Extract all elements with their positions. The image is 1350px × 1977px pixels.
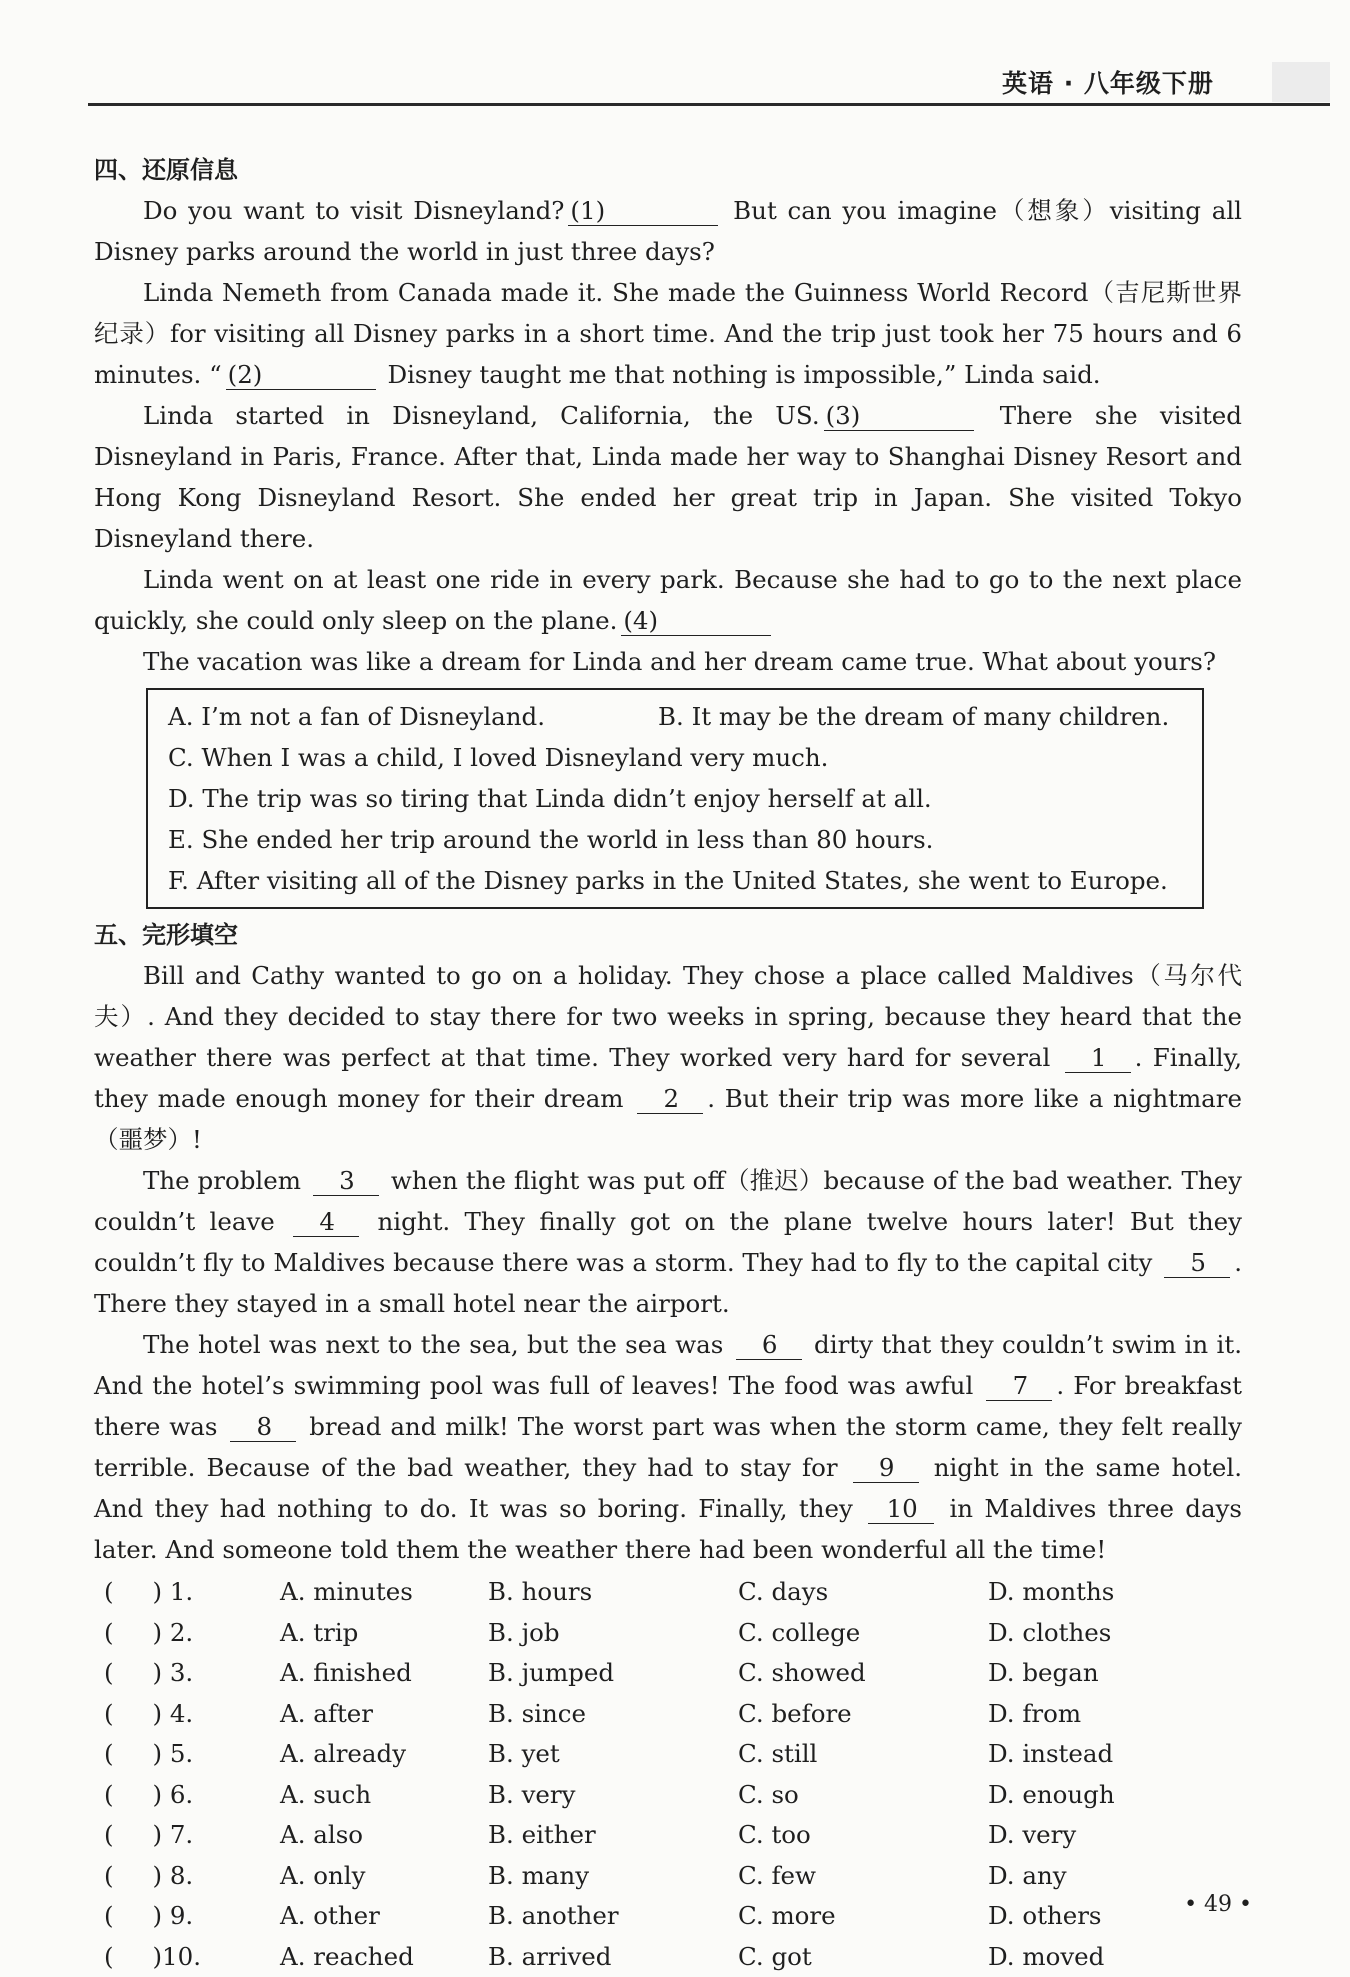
paragraph-text: . For breakfast there was <box>94 1371 1242 1441</box>
answer-blank[interactable]: (1) <box>568 197 718 226</box>
choice-b[interactable]: B. many <box>488 1856 738 1897</box>
cloze-blank[interactable]: 5 <box>1164 1249 1230 1278</box>
choice-b[interactable]: B. jumped <box>488 1653 738 1694</box>
cloze-blank[interactable]: 10 <box>868 1495 934 1524</box>
paragraph-text: But can you imagine（想象）visiting all Disney parks around the world in just three days? <box>94 196 1242 266</box>
choice-d[interactable]: D. instead <box>988 1734 1238 1775</box>
option-a: A. I’m not a fan of Disneyland. <box>168 696 658 737</box>
choice-b[interactable]: B. another <box>488 1896 738 1937</box>
page-number: • 49 • <box>1184 1892 1252 1917</box>
header-rule <box>88 103 1330 106</box>
option-f: F. After visiting all of the Disney parks in the United States, she went to Europe. <box>168 860 1184 901</box>
paragraph-text: bread and milk! The worst part was when the storm came, they felt really terrible. Because of the bad weather, they had to stay for <box>94 1412 1242 1482</box>
choice-b[interactable]: B. either <box>488 1815 738 1856</box>
question-list <box>94 1572 1242 1977</box>
paragraph-text: The problem <box>143 1166 309 1195</box>
choice-c[interactable]: C. more <box>738 1896 988 1937</box>
cloze-blank[interactable]: 4 <box>293 1208 359 1237</box>
choice-a[interactable]: A. only <box>280 1856 488 1897</box>
choice-d[interactable]: D. others <box>988 1896 1238 1937</box>
choice-a[interactable]: A. other <box>280 1896 488 1937</box>
paragraph-text: . But their trip was more like a nightmare（噩梦）! <box>94 1084 1242 1154</box>
question-row <box>94 1734 1242 1775</box>
question-row <box>94 1815 1242 1856</box>
question-number[interactable]: ( ) 5. <box>94 1734 280 1775</box>
choice-d[interactable]: D. any <box>988 1856 1238 1897</box>
section4-title: 四、还原信息 <box>94 150 1242 190</box>
choice-d[interactable]: D. moved <box>988 1937 1238 1977</box>
paragraph-text: Linda went on at least one ride in every park. Because she had to go to the next place quickly, she could only sleep on the plane. <box>94 565 1242 635</box>
question-number[interactable]: ( ) 3. <box>94 1653 280 1694</box>
passage-paragraph <box>94 559 1242 641</box>
choice-b[interactable]: B. yet <box>488 1734 738 1775</box>
choice-a[interactable]: A. reached <box>280 1937 488 1977</box>
answer-blank[interactable]: (2) <box>226 361 376 390</box>
question-number[interactable]: ( )10. <box>94 1937 280 1977</box>
question-number[interactable]: ( ) 4. <box>94 1694 280 1735</box>
answer-blank[interactable]: (4) <box>621 607 771 636</box>
option-row-ab <box>168 696 1184 737</box>
choice-c[interactable]: C. still <box>738 1734 988 1775</box>
option-c: C. When I was a child, I loved Disneyland very much. <box>168 737 1184 778</box>
choice-c[interactable]: C. too <box>738 1815 988 1856</box>
choice-c[interactable]: C. so <box>738 1775 988 1816</box>
cloze-blank[interactable]: 3 <box>313 1167 379 1196</box>
paragraph-text: night. They finally got on the plane twelve hours later! But they couldn’t fly to Maldives because there was a storm. They had to fly to the capital city <box>94 1207 1242 1277</box>
paragraph-text: Bill and Cathy wanted to go on a holiday. They chose a place called Maldives（马尔代夫）. And they decided to stay there for two weeks in spring, because they heard that the weather there was perfect at that time. They worked very hard for several <box>94 961 1242 1072</box>
section5-title: 五、完形填空 <box>94 915 1242 955</box>
cloze-blank[interactable]: 6 <box>736 1331 802 1360</box>
cloze-blank[interactable]: 8 <box>230 1413 296 1442</box>
passage-paragraph <box>94 395 1242 559</box>
cloze-blank[interactable]: 7 <box>986 1372 1052 1401</box>
paragraph-text: The vacation was like a dream for Linda and her dream came true. What about yours? <box>143 647 1216 676</box>
section4-passage <box>94 190 1242 682</box>
choice-c[interactable]: C. before <box>738 1694 988 1735</box>
paragraph-text: Do you want to visit Disneyland? <box>143 196 564 225</box>
passage-paragraph <box>94 955 1242 1160</box>
answer-blank[interactable]: (3) <box>824 402 974 431</box>
option-e: E. She ended her trip around the world in less than 80 hours. <box>168 819 1184 860</box>
question-row <box>94 1856 1242 1897</box>
choice-d[interactable]: D. began <box>988 1653 1238 1694</box>
choice-b[interactable]: B. hours <box>488 1572 738 1613</box>
question-number[interactable]: ( ) 2. <box>94 1613 280 1654</box>
page-content <box>94 150 1242 1977</box>
choice-a[interactable]: A. minutes <box>280 1572 488 1613</box>
choice-a[interactable]: A. after <box>280 1694 488 1735</box>
option-b: B. It may be the dream of many children. <box>658 696 1169 737</box>
paragraph-text: Disney taught me that nothing is impossible,” Linda said. <box>380 360 1101 389</box>
choice-d[interactable]: D. months <box>988 1572 1238 1613</box>
passage-paragraph <box>94 272 1242 395</box>
header-tab <box>1272 62 1330 102</box>
question-row <box>94 1896 1242 1937</box>
choice-a[interactable]: A. trip <box>280 1613 488 1654</box>
choice-d[interactable]: D. from <box>988 1694 1238 1735</box>
choice-b[interactable]: B. very <box>488 1775 738 1816</box>
paragraph-text: There she visited Disneyland in Paris, France. After that, Linda made her way to Shanghai Disney Resort and Hong Kong Disneyland Resort. She ended her great trip in Japan. She visited Tokyo Disneyland there. <box>94 401 1242 553</box>
choice-d[interactable]: D. enough <box>988 1775 1238 1816</box>
choice-c[interactable]: C. got <box>738 1937 988 1977</box>
passage-paragraph <box>94 1324 1242 1570</box>
passage-paragraph <box>94 1160 1242 1324</box>
option-d: D. The trip was so tiring that Linda didn’t enjoy herself at all. <box>168 778 1184 819</box>
choice-a[interactable]: A. finished <box>280 1653 488 1694</box>
paragraph-text: in Maldives three days later. And someone told them the weather there had been wonderful all the time! <box>94 1494 1242 1564</box>
paragraph-text: Linda Nemeth from Canada made it. She made the Guinness World Record（吉尼斯世界纪录）for visiting all Disney parks in a short time. And the trip just took her 75 hours and 6 minutes. “ <box>94 278 1242 389</box>
paragraph-text: . There they stayed in a small hotel near the airport. <box>94 1248 1242 1318</box>
choice-b[interactable]: B. since <box>488 1694 738 1735</box>
paragraph-text: dirty that they couldn’t swim in it. And the hotel’s swimming pool was full of leaves! The food was awful <box>94 1330 1242 1400</box>
question-row <box>94 1937 1242 1977</box>
header-title: 英语 · 八年级下册 <box>1002 64 1214 100</box>
question-row <box>94 1653 1242 1694</box>
question-row <box>94 1694 1242 1735</box>
choice-c[interactable]: C. showed <box>738 1653 988 1694</box>
question-row <box>94 1775 1242 1816</box>
question-row <box>94 1572 1242 1613</box>
cloze-blank[interactable]: 9 <box>853 1454 919 1483</box>
question-number[interactable]: ( ) 8. <box>94 1856 280 1897</box>
question-number[interactable]: ( ) 1. <box>94 1572 280 1613</box>
choice-b[interactable]: B. job <box>488 1613 738 1654</box>
passage-paragraph <box>94 190 1242 272</box>
choice-b[interactable]: B. arrived <box>488 1937 738 1977</box>
choice-c[interactable]: C. few <box>738 1856 988 1897</box>
options-box <box>146 688 1204 909</box>
paragraph-text: when the flight was put off（推迟）because of the bad weather. They couldn’t leave <box>94 1166 1242 1236</box>
paragraph-text: The hotel was next to the sea, but the sea was <box>143 1330 732 1359</box>
choice-a[interactable]: A. also <box>280 1815 488 1856</box>
choice-a[interactable]: A. already <box>280 1734 488 1775</box>
question-number[interactable]: ( ) 9. <box>94 1896 280 1937</box>
question-number[interactable]: ( ) 7. <box>94 1815 280 1856</box>
choice-c[interactable]: C. college <box>738 1613 988 1654</box>
cloze-blank[interactable]: 1 <box>1065 1044 1131 1073</box>
choice-d[interactable]: D. clothes <box>988 1613 1238 1654</box>
choice-a[interactable]: A. such <box>280 1775 488 1816</box>
passage-paragraph <box>94 641 1242 682</box>
choice-c[interactable]: C. days <box>738 1572 988 1613</box>
question-number[interactable]: ( ) 6. <box>94 1775 280 1816</box>
paragraph-text: night in the same hotel. And they had nothing to do. It was so boring. Finally, they <box>94 1453 1242 1523</box>
cloze-blank[interactable]: 2 <box>637 1085 703 1114</box>
section5-passage <box>94 955 1242 1570</box>
question-row <box>94 1613 1242 1654</box>
paragraph-text: . Finally, they made enough money for their dream <box>94 1043 1242 1113</box>
paragraph-text: Linda started in Disneyland, California, the US. <box>143 401 820 430</box>
choice-d[interactable]: D. very <box>988 1815 1238 1856</box>
